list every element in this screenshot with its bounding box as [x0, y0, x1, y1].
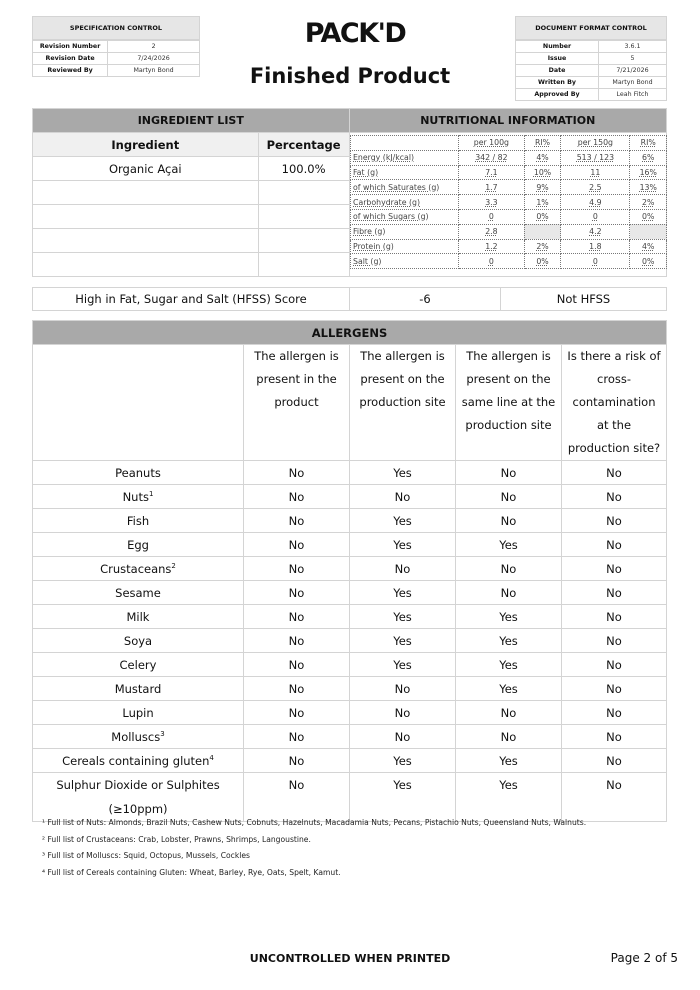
nutrient-per100: 2.8	[459, 224, 525, 239]
ingredient-list-header: INGREDIENT LIST	[33, 109, 350, 133]
allergen-value: No	[244, 485, 350, 509]
doc-row	[516, 41, 667, 53]
allergen-value: Yes	[456, 533, 562, 557]
allergen-value: No	[562, 701, 667, 725]
allergen-row	[33, 773, 667, 822]
allergen-row	[33, 749, 667, 773]
allergen-rows	[33, 461, 667, 822]
nutrient-ri: 16%	[630, 165, 667, 180]
allergen-value: No	[244, 701, 350, 725]
allergen-label: Cereals containing gluten	[62, 753, 210, 768]
allergen-column-header: The allergen is present in the product	[244, 345, 350, 461]
allergen-footnote-marker: 1	[148, 489, 154, 498]
allergen-value: No	[350, 725, 456, 749]
allergen-value: No	[562, 725, 667, 749]
allergen-column-header: The allergen is present on the same line at the production site	[456, 345, 562, 461]
allergen-value: Yes	[350, 629, 456, 653]
allergen-value: No	[456, 581, 562, 605]
allergen-row	[33, 653, 667, 677]
nutrient-per150: 11	[561, 165, 630, 180]
nutrient-name: of which Saturates (g)	[351, 180, 459, 195]
nutrient-per150: 513 / 123	[561, 150, 630, 165]
nutrient-name: Fibre (g)	[351, 224, 459, 239]
allergen-value: No	[244, 629, 350, 653]
allergen-row	[33, 629, 667, 653]
allergen-value: No	[562, 533, 667, 557]
nutrition-row	[351, 224, 667, 239]
ingredient-percentage	[258, 181, 349, 205]
percentage-column-header: Percentage	[258, 133, 349, 157]
doc-label: Number	[516, 41, 599, 53]
allergen-label: Soya	[123, 633, 153, 648]
nutrient-ri: 2%	[630, 195, 667, 210]
spec-label: Reviewed By	[33, 65, 108, 77]
allergen-label: Egg	[127, 537, 149, 552]
allergen-name-column-header	[33, 345, 244, 461]
allergen-row	[33, 677, 667, 701]
allergen-value: No	[244, 773, 350, 822]
allergen-value: No	[244, 461, 350, 485]
nutrition-row	[351, 180, 667, 195]
nutrient-per100: 0	[459, 254, 525, 269]
spec-control-title: SPECIFICATION CONTROL	[32, 16, 200, 40]
nutrient-per100: 342 / 82	[459, 150, 525, 165]
doc-value: 5	[599, 53, 667, 65]
nutrient-per150: 4.2	[561, 224, 630, 239]
allergen-footnote-marker: 3	[160, 729, 165, 738]
allergen-name	[33, 701, 244, 725]
allergen-label: Peanuts	[115, 465, 161, 480]
allergen-label: Nuts	[122, 489, 149, 504]
allergen-value: Yes	[456, 629, 562, 653]
allergen-value: No	[562, 461, 667, 485]
doc-row	[516, 77, 667, 89]
doc-value: 3.6.1	[599, 41, 667, 53]
allergen-name	[33, 773, 244, 822]
allergen-value: No	[562, 749, 667, 773]
allergen-value: No	[244, 581, 350, 605]
hfss-label: High in Fat, Sugar and Salt (HFSS) Score	[33, 288, 350, 311]
allergen-name	[33, 725, 244, 749]
nutrient-ri	[524, 224, 561, 239]
nutrient-per150: 2.5	[561, 180, 630, 195]
allergen-value: Yes	[456, 773, 562, 822]
nutrient-ri: 2%	[524, 239, 561, 254]
allergen-row	[33, 725, 667, 749]
ingredient-percentage	[258, 205, 349, 229]
ingredient-name	[33, 181, 259, 205]
ingredient-name	[33, 229, 259, 253]
allergen-value: No	[244, 725, 350, 749]
page-number: Page 2 of 5	[610, 951, 678, 965]
nutrition-header-cell: per 100g	[459, 136, 525, 151]
allergen-value: No	[244, 677, 350, 701]
hfss-result: Not HFSS	[501, 288, 667, 311]
allergen-value: Yes	[350, 773, 456, 822]
doc-value: 7/21/2026	[599, 65, 667, 77]
allergen-label: Sesame	[115, 585, 161, 600]
allergen-row	[33, 581, 667, 605]
allergen-value: No	[562, 485, 667, 509]
hfss-table	[32, 287, 667, 311]
spec-label: Revision Number	[33, 41, 108, 53]
allergen-value: No	[562, 581, 667, 605]
uncontrolled-notice: UNCONTROLLED WHEN PRINTED	[249, 952, 451, 965]
allergen-value: No	[456, 509, 562, 533]
allergen-value: Yes	[456, 749, 562, 773]
allergen-footnote-marker: 4	[209, 753, 214, 762]
allergen-name	[33, 581, 244, 605]
allergen-value: No	[562, 629, 667, 653]
allergen-label: Crustaceans	[100, 561, 172, 576]
allergen-label: Sulphur Dioxide or Sulphites (≥10ppm)	[56, 778, 220, 816]
allergen-value: Yes	[456, 605, 562, 629]
nutrient-per100: 1.2	[459, 239, 525, 254]
nutrient-ri: 0%	[630, 254, 667, 269]
allergen-value: No	[350, 557, 456, 581]
ingredient-column-header: Ingredient	[33, 133, 259, 157]
allergen-value: No	[562, 677, 667, 701]
nutrition-header-cell: RI%	[524, 136, 561, 151]
nutrient-per100: 7.1	[459, 165, 525, 180]
nutrition-header-cell: per 150g	[561, 136, 630, 151]
nutrient-per150: 0	[561, 254, 630, 269]
nutrient-ri: 4%	[630, 239, 667, 254]
nutrient-ri: 13%	[630, 180, 667, 195]
allergen-value: No	[244, 509, 350, 533]
allergens-header: ALLERGENS	[33, 321, 667, 345]
allergen-value: Yes	[350, 509, 456, 533]
spec-label: Revision Date	[33, 53, 108, 65]
allergen-column-header: Is there a risk of cross-contamination at the production site?	[562, 345, 667, 461]
allergen-name	[33, 557, 244, 581]
allergen-value: No	[244, 605, 350, 629]
allergen-name	[33, 653, 244, 677]
nutrient-per150: 1.8	[561, 239, 630, 254]
nutrition-header: NUTRITIONAL INFORMATION	[349, 109, 666, 133]
allergen-name	[33, 461, 244, 485]
nutrition-row	[351, 150, 667, 165]
allergen-name	[33, 749, 244, 773]
allergen-row	[33, 485, 667, 509]
nutrient-ri	[630, 224, 667, 239]
allergen-name	[33, 677, 244, 701]
allergen-value: No	[350, 701, 456, 725]
allergen-value: No	[244, 533, 350, 557]
allergen-row	[33, 557, 667, 581]
allergen-value: No	[244, 557, 350, 581]
nutrition-table	[350, 135, 667, 269]
spec-row	[33, 41, 200, 53]
nutrient-name: Carbohydrate (g)	[351, 195, 459, 210]
allergen-label: Molluscs	[111, 729, 161, 744]
nutrition-header-row	[351, 136, 667, 151]
doc-label: Written By	[516, 77, 599, 89]
allergen-label: Mustard	[114, 681, 162, 696]
doc-label: Issue	[516, 53, 599, 65]
ingredient-name: Organic Açai	[33, 157, 259, 181]
nutrient-per100: 3.3	[459, 195, 525, 210]
allergen-name	[33, 509, 244, 533]
allergen-value: No	[350, 485, 456, 509]
doc-row	[516, 65, 667, 77]
footnote-crustaceans: ² Full list of Crustaceans: Crab, Lobster, Prawns, Shrimps, Langoustine.	[42, 835, 311, 844]
hfss-score: -6	[350, 288, 501, 311]
allergen-value: Yes	[350, 653, 456, 677]
nutrient-per100: 1.7	[459, 180, 525, 195]
ingredient-percentage	[258, 253, 349, 277]
nutrient-ri: 9%	[524, 180, 561, 195]
nutrient-ri: 0%	[524, 209, 561, 224]
footnote-molluscs: ³ Full list of Molluscs: Squid, Octopus, Mussels, Cockles	[42, 851, 250, 860]
nutrition-row	[351, 195, 667, 210]
spec-value: 7/24/2026	[108, 53, 200, 65]
allergen-name	[33, 485, 244, 509]
doc-value: Leah Fitch	[599, 89, 667, 101]
doc-value: Martyn Bond	[599, 77, 667, 89]
nutrition-row	[351, 254, 667, 269]
allergen-label: Milk	[126, 609, 150, 624]
allergen-value: No	[456, 725, 562, 749]
allergen-value: No	[562, 773, 667, 822]
allergen-value: Yes	[350, 533, 456, 557]
allergen-row	[33, 461, 667, 485]
nutrition-row	[351, 209, 667, 224]
allergen-row	[33, 605, 667, 629]
nutrient-ri: 10%	[524, 165, 561, 180]
ingredient-name	[33, 205, 259, 229]
nutrition-row	[351, 165, 667, 180]
spec-row	[33, 65, 200, 77]
doc-row	[516, 89, 667, 101]
footnote-cereals: ⁴ Full list of Cereals containing Gluten: Wheat, Barley, Rye, Oats, Spelt, Kamut.	[42, 868, 341, 877]
allergen-value: No	[562, 653, 667, 677]
brand-logo: PACK'D	[304, 18, 406, 49]
nutrient-ri: 0%	[630, 209, 667, 224]
doc-label: Date	[516, 65, 599, 77]
nutrient-name: Fat (g)	[351, 165, 459, 180]
specification-control	[32, 16, 200, 77]
nutrient-ri: 0%	[524, 254, 561, 269]
allergen-name	[33, 605, 244, 629]
allergen-value: Yes	[456, 653, 562, 677]
allergen-value: Yes	[350, 749, 456, 773]
footnote-nuts: ¹ Full list of Nuts: Almonds, Brazil Nuts, Cashew Nuts, Cobnuts, Hazelnuts, Macadamia Nuts, Pecans, Pistachio Nuts, Queensland Nuts, Walnuts.	[42, 818, 587, 827]
doc-control-title: DOCUMENT FORMAT CONTROL	[515, 16, 667, 40]
nutrient-per100: 0	[459, 209, 525, 224]
allergen-value: No	[244, 749, 350, 773]
allergen-value: Yes	[350, 581, 456, 605]
allergen-name	[33, 629, 244, 653]
allergen-value: Yes	[456, 677, 562, 701]
document-format-control	[515, 16, 667, 101]
allergen-label: Lupin	[122, 705, 154, 720]
spec-value: 2	[108, 41, 200, 53]
nutrition-row	[351, 239, 667, 254]
allergen-value: Yes	[350, 605, 456, 629]
nutrient-per150: 0	[561, 209, 630, 224]
spec-value: Martyn Bond	[108, 65, 200, 77]
allergen-name	[33, 533, 244, 557]
nutrient-per150: 4.9	[561, 195, 630, 210]
doc-label: Approved By	[516, 89, 599, 101]
allergen-value: Yes	[350, 461, 456, 485]
allergen-row	[33, 701, 667, 725]
allergen-value: No	[456, 701, 562, 725]
allergen-value: No	[244, 653, 350, 677]
allergen-label: Fish	[126, 513, 150, 528]
nutrient-ri: 4%	[524, 150, 561, 165]
allergen-footnote-marker: 2	[171, 561, 176, 570]
allergen-row	[33, 509, 667, 533]
allergen-value: No	[562, 557, 667, 581]
doc-row	[516, 53, 667, 65]
allergen-value: No	[350, 677, 456, 701]
allergen-value: No	[562, 605, 667, 629]
allergen-value: No	[562, 509, 667, 533]
nutrient-ri: 1%	[524, 195, 561, 210]
nutrition-header-cell	[351, 136, 459, 151]
allergen-row	[33, 533, 667, 557]
allergens-table	[32, 320, 667, 822]
ingredient-name	[33, 253, 259, 277]
allergen-value: No	[456, 461, 562, 485]
spec-row	[33, 53, 200, 65]
nutrient-name: of which Sugars (g)	[351, 209, 459, 224]
nutrient-ri: 6%	[630, 150, 667, 165]
allergen-column-header: The allergen is present on the production site	[350, 345, 456, 461]
allergen-label: Celery	[119, 657, 157, 672]
nutrient-name: Salt (g)	[351, 254, 459, 269]
allergen-value: No	[456, 557, 562, 581]
ingredient-percentage	[258, 229, 349, 253]
page-title: Finished Product	[249, 64, 451, 88]
ingredient-percentage: 100.0%	[258, 157, 349, 181]
allergen-value: No	[456, 485, 562, 509]
nutrient-name: Protein (g)	[351, 239, 459, 254]
nutrition-header-cell: RI%	[630, 136, 667, 151]
nutrient-name: Energy (kJ/kcal)	[351, 150, 459, 165]
